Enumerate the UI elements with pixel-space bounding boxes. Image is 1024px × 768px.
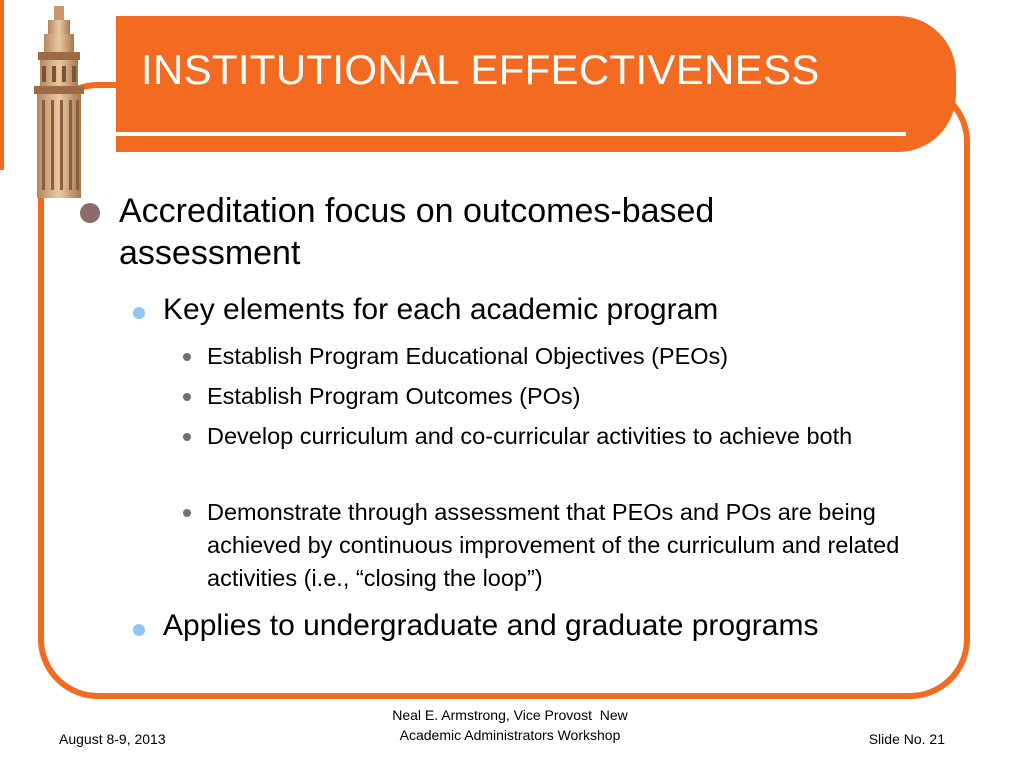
bullet-level3-pos: Establish Program Outcomes (POs) (207, 383, 581, 409)
bullet-dot-level3 (183, 353, 191, 361)
bullet-dot-level3 (183, 433, 191, 441)
footer-presenter (320, 705, 700, 745)
bullet-level2-key-elements: Key elements for each academic program (163, 293, 719, 326)
bullet-dot-level2 (133, 307, 145, 319)
bullet-level3-curriculum: Develop curriculum and co-curricular activities to achieve both (207, 423, 853, 449)
slide-title: INSTITUTIONAL EFFECTIVENESS (141, 46, 820, 93)
bullet-dot-level1 (80, 203, 100, 223)
bullet-dot-level3 (183, 393, 191, 401)
bullet-dot-level3 (183, 509, 191, 517)
bullet-level3-assessment: Demonstrate through assessment that PEOs and POs are being achieved by continuous improvement of the curriculum and related activities (i.e., “closing the loop”) (207, 499, 900, 591)
bullet-level3-peos: Establish Program Educational Objectives (PEOs) (207, 343, 729, 369)
bullet-dot-level2 (133, 624, 145, 636)
footer-slide-number: Slide No. 21 (868, 731, 945, 747)
bullet-level1: Accreditation focus on outcomes-based assessment (119, 192, 715, 272)
bullet-level2-applies: Applies to undergraduate and graduate programs (163, 609, 819, 642)
footer-presenter-line1: Neal E. Armstrong, Vice Provost New (392, 707, 628, 723)
footer-date: August 8-9, 2013 (59, 731, 166, 747)
footer-presenter-line2: Academic Administrators Workshop (399, 727, 621, 743)
